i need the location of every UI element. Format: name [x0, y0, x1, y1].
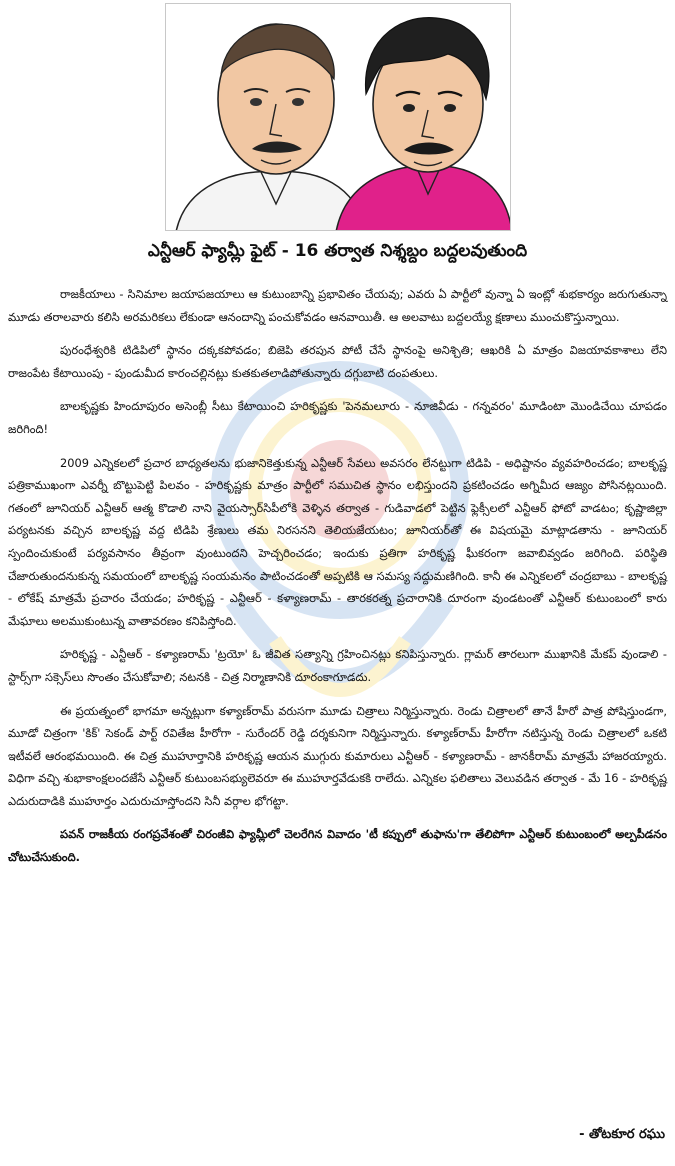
article-paragraph: ఈ ప్రయత్నంలో భాగమా అన్నట్లుగా కళ్యాణ్‌రామ్ వరుసగా మూడు చిత్రాలు నిర్మిస్తున్నారు. రెండు చిత్రాలలో తానే హీరో పాత్ర పోషిస్తుండగా, మూడో చిత్రంగా 'కిక్' సెకండ్ పార్ట్ రవితేజ హీరోగా - సురేందర్ రెడ్డి దర్శకునిగా నిర్మిస్తున్నారు. కళ్యాణ్‌రామ్ హీరోగా నటిస్తున్న రెండు చిత్రాలలో ఒకటి ఇటీవలే ఆరంభమయింది. ఈ చిత్ర ముహూర్తానికి హరికృష్ణ ఆయన ముగ్గురు కుమారులు ఎన్టీఆర్ - కళ్యాణరామ్ - జానకీరామ్ మాత్రమే హాజరయ్యారు. విధిగా వచ్చి శుభాకాంక్షలందజేసే ఎన్టీఆర్ కుటుంబసభ్యులెవరూ ఈ ముహూర్తవేడుకకి రాలేదు. ఎన్నికల ఫలితాలు వెలువడిన తర్వాత - మే 16 - హరికృష్ణ ఎదురుదాడికి ముహూర్తం ఎదురుచూస్తోందని సినీ వర్గాల భోగట్టా.: [8, 703, 667, 808]
caricature-illustration: [166, 4, 511, 231]
article-illustration: [165, 3, 511, 231]
article-paragraph: 2009 ఎన్నికలలో ప్రచార బాధ్యతలను భుజానికెత్తుకున్న ఎన్టీఆర్ సేవలు అవసరం లేనట్టుగా టిడిపి - అధిష్టానం వ్యవహరించడం; బాలకృష్ణ పత్రికాముఖంగా ఎవర్నీ బొట్టుపెట్టి పిలవం - హరికృష్ణకు మాత్రం పార్టీలో సముచిత స్థానం లభిస్తుందని ప్రకటించడం అగ్నిమీద ఆజ్యం పోసినట్లయింది. గతంలో జూనియర్ ఎన్టీఆర్ ఆత్మ కొడాలి నాని వైయస్సార్‌సిపీలోకి వెళ్ళిన తర్వాత - గుడివాడలో పెట్టిన ఫ్లెక్సీలలో ఎన్టీఆర్ ఫోటో వాడటం; కృష్ణాజిల్లా పర్యటనకు వచ్చిన బాలకృష్ణ వద్ద టిడిపి శ్రేణులు తమ నిరసనని తెలియజేయటం; జూనియర్‌తో ఈ విషయమై మాట్లాడతాను - జూనియర్ స్పందించుకుంటే పర్యవసానం తీవ్రంగా వుంటుందని హెచ్చరించడం; ఇందుకు ప్రతిగా హరికృష్ణ ఘీకరంగా జవాబివ్వడం జరిగింది. పరిస్థితి చేజారుతుందనుకున్న సమయంలో బాలకృష్ణ సంయమనం పాటించడంతో అప్పటికి ఆ సమస్య సద్దుమణిగింది. కానీ ఈ ఎన్నికలలో చంద్రబాబు - బాలకృష్ణ - లోకేష్ మాత్రమే ప్రచారం చేయడం; హరికృష్ణ - ఎన్టీఆర్ - కళ్యాణరామ్ - తారకరత్న ప్రచారానికి దూరంగా వుండటంతో ఎన్టీఆర్ కుటుంబంలో కారు మేఘాలు అలముకుంటున్న వాతావరణం కనిపిస్తోంది.: [8, 455, 667, 628]
article-paragraph: రాజకీయాలు - సినిమాల జయాపజయాలు ఆ కుటుంబాన్ని ప్రభావితం చేయవు; ఎవరు ఏ పార్టీలో వున్నా ఏ ఇంట్లో శుభకార్యం జరుగుతున్నా మూడు తరాలవారు కలిసి అరమరికలు లేకుండా ఆనందాన్ని పంచుకోవడం ఆనవాయితీ. ఆ అలవాటు బద్దలయ్యే క్షణాలు ముంచుకొస్తున్నాయి.: [8, 287, 667, 324]
article-paragraph: పురంధేశ్వరికి టిడిపిలో స్థానం దక్కకపోవడం; బిజెపి తరపున పోటీ చేసే స్థానంపై అనిశ్చితి; ఆఖరికి ఏ మాత్రం విజయావకాశాలు లేని రాజంపేట కేటాయింపు - పుండుమీద కారంచల్లినట్లు కుతకుతలాడిపోతున్నారు దగ్గుబాటి దంపతులు.: [8, 343, 667, 380]
article-paragraph: బాలకృష్ణకు హిందూపురం అసెంబ్లీ సీటు కేటాయించి హరికృష్ణకు 'పెనమలూరు - నూజివీడు - గన్నవరం' మూడింటా మొండిచేయి చూపడం జరిగింది!: [8, 399, 667, 436]
article-body: [8, 283, 667, 880]
article-closing-paragraph: పవన్ రాజకీయ రంగప్రవేశంతో చిరంజీవి ఫ్యామ్లీలో చెలరేగిన వివాదం 'టీ కప్పులో తుఫాను'గా తేలిపోగా ఎన్టీఆర్ కుటుంబంలో అల్పపీడనం చోటుచేసుకుంది.: [8, 827, 667, 865]
author-byline: - తోటకూర రఘు: [579, 1127, 665, 1142]
article-paragraph: హరికృష్ణ - ఎన్టీఆర్ - కళ్యాణరామ్ 'ట్రయో' ఓ జీవిత సత్యాన్ని గ్రహించినట్లు కనిపిస్తున్నారు. గ్లామర్ తారలుగా ముఖానికి మేకప్ వుండాలి - స్టార్స్‌గా సక్సెస్‌లు సొంతం చేసుకోవాలి; నటనకి - చిత్ర నిర్మాణానికి దూరంకాగూడదు.: [8, 647, 667, 684]
article-headline: ఎన్టీఆర్ ఫ్యామ్లీ ఫైట్ - 16 తర్వాత నిశ్శబ్దం బద్దలవుతుంది: [147, 241, 528, 261]
